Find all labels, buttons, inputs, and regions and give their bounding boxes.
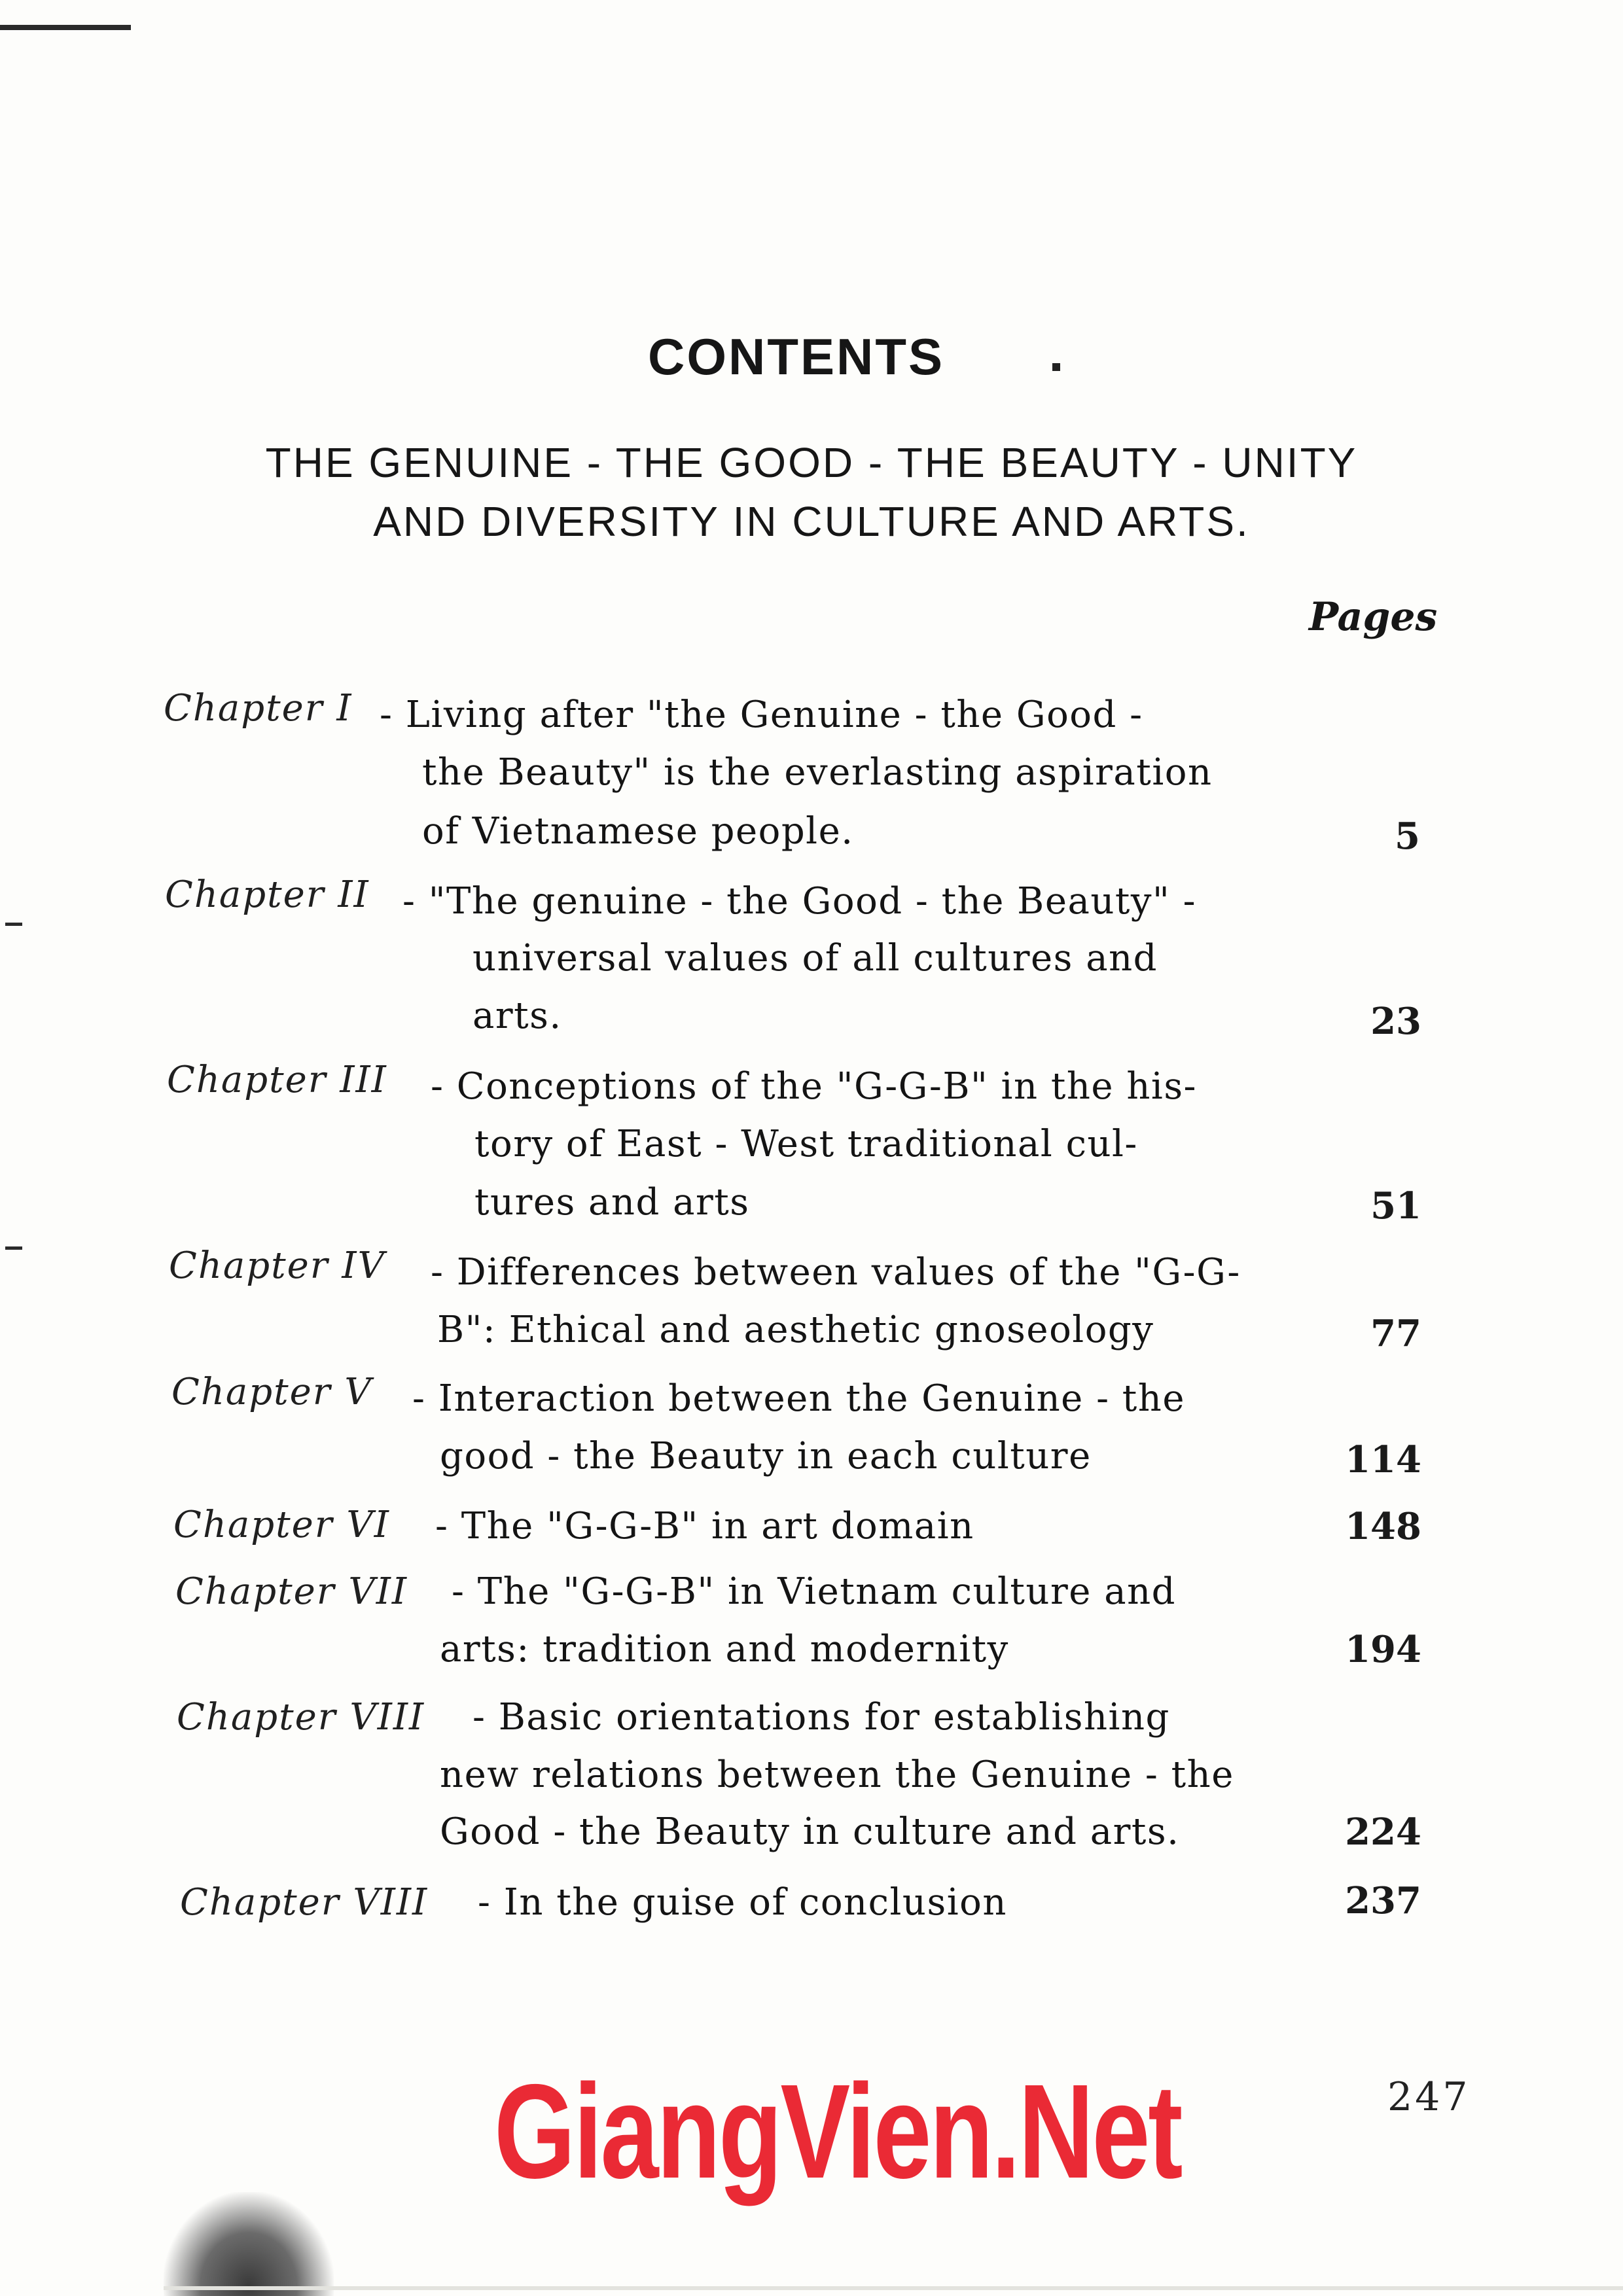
- chapter-title-line: B": Ethical and aesthetic gnoseology: [437, 1309, 1154, 1351]
- book-title-line-2: AND DIVERSITY IN CULTURE AND ARTS.: [373, 498, 1250, 545]
- stray-dot: [1052, 363, 1060, 371]
- chapter-title-line: of Vietnamese people.: [422, 810, 854, 853]
- chapter-title-line: tory of East - West traditional cul-: [474, 1123, 1138, 1165]
- page-number-ref: 23: [1370, 1000, 1421, 1043]
- chapter-label: Chapter II: [165, 874, 370, 916]
- chapter-title-line: arts: tradition and modernity: [440, 1628, 1009, 1670]
- chapter-title-line: tures and arts: [474, 1181, 750, 1224]
- chapter-title-line: - In the guise of conclusion: [478, 1881, 1007, 1924]
- page-number-ref: 5: [1395, 815, 1420, 858]
- scan-bottom-edge: [164, 2286, 1623, 2290]
- chapter-label: Chapter IV: [169, 1245, 385, 1287]
- scan-edge-mark: [5, 923, 22, 926]
- chapter-title-line: Good - the Beauty in culture and arts.: [440, 1810, 1180, 1853]
- contents-heading: CONTENTS: [648, 328, 944, 385]
- scan-edge-mark: [0, 25, 131, 30]
- chapter-label: Chapter VII: [175, 1570, 408, 1613]
- chapter-title-line: - Conceptions of the "G-G-B" in the his-: [431, 1065, 1197, 1108]
- chapter-title-line: - "The genuine - the Good - the Beauty" -: [402, 880, 1197, 923]
- pages-column-label: Pages: [1309, 594, 1438, 640]
- chapter-label: Chapter III: [167, 1059, 387, 1101]
- chapter-label: Chapter I: [164, 687, 353, 730]
- watermark-logo: GiangVien.Net: [494, 2057, 1181, 2206]
- chapter-title-line: universal values of all cultures and: [473, 937, 1158, 980]
- page-number-ref: 51: [1370, 1184, 1421, 1227]
- chapter-title-line: - Living after "the Genuine - the Good -: [380, 694, 1143, 736]
- book-title-line-1: THE GENUINE - THE GOOD - THE BEAUTY - UNITY: [265, 439, 1358, 486]
- chapter-title-line: - Basic orientations for establishing: [473, 1696, 1170, 1739]
- chapter-title-line: the Beauty" is the everlasting aspiration: [422, 751, 1213, 794]
- scan-corner-smudge: [164, 2192, 334, 2296]
- page-number-ref: 194: [1345, 1628, 1421, 1671]
- chapter-title-line: new relations between the Genuine - the: [440, 1754, 1234, 1796]
- chapter-title-line: good - the Beauty in each culture: [440, 1435, 1092, 1477]
- page-number-ref: 224: [1345, 1810, 1421, 1854]
- page-number-ref: 114: [1345, 1438, 1421, 1481]
- page-number: 247: [1387, 2074, 1471, 2120]
- chapter-title-line: - Interaction between the Genuine - the: [412, 1377, 1186, 1420]
- page-number-ref: 237: [1345, 1879, 1421, 1922]
- book-title: [151, 433, 1472, 551]
- chapter-title-line: arts.: [473, 995, 562, 1037]
- chapter-label: Chapter VIII: [180, 1881, 429, 1924]
- scan-edge-mark: [5, 1246, 22, 1250]
- page-number-ref: 148: [1345, 1505, 1421, 1548]
- chapter-label: Chapter VI: [173, 1504, 390, 1546]
- chapter-label: Chapter VIII: [177, 1696, 425, 1739]
- chapter-title-line: - The "G-G-B" in Vietnam culture and: [452, 1570, 1177, 1613]
- chapter-title-line: - Differences between values of the "G-G-: [431, 1251, 1241, 1294]
- chapter-title-line: - The "G-G-B" in art domain: [435, 1505, 974, 1547]
- chapter-label: Chapter V: [171, 1371, 372, 1413]
- page-number-ref: 77: [1370, 1312, 1421, 1355]
